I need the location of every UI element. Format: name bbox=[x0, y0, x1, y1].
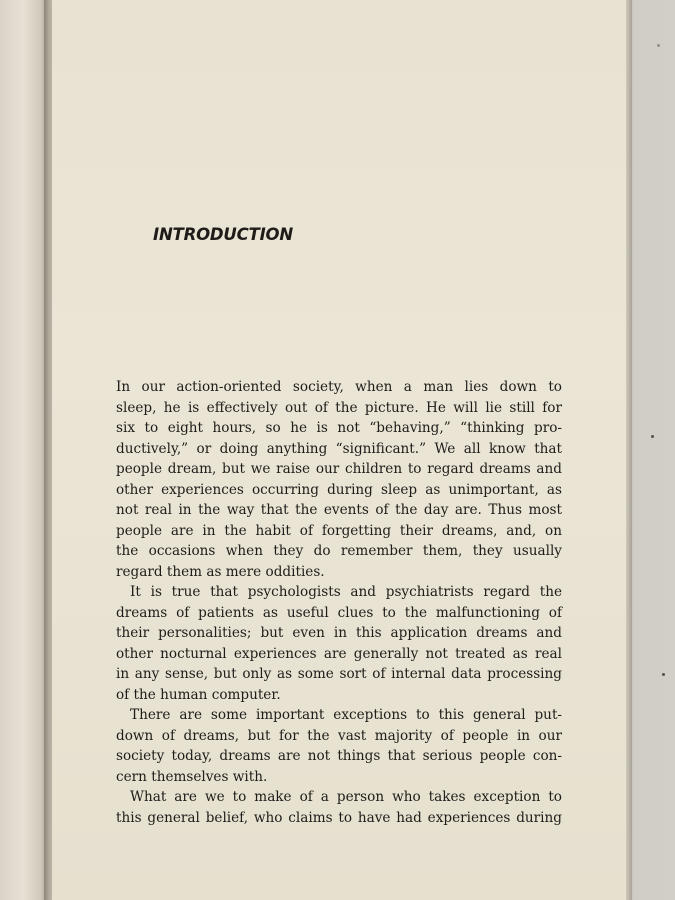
text-line: dreams of patients as useful clues to the malfunctioning of bbox=[116, 604, 562, 621]
text-line: cern themselves with. bbox=[116, 768, 268, 785]
page-edge-shadow bbox=[626, 0, 632, 900]
paragraph-1 bbox=[116, 377, 562, 582]
paper-speck bbox=[651, 435, 654, 438]
text-line: other nocturnal experiences are generally not treated as real bbox=[116, 645, 562, 662]
text-line: society today, dreams are not things that serious people con- bbox=[116, 748, 562, 764]
text-line: There are some important exceptions to this general put- bbox=[130, 707, 562, 723]
text-line: not real in the way that the events of the day are. Thus most bbox=[116, 502, 562, 518]
paper-speck bbox=[657, 44, 660, 47]
left-page-edge bbox=[0, 0, 48, 900]
text-line: regard them as mere oddities. bbox=[116, 563, 325, 580]
text-line: this general belief, who claims to have had experiences during bbox=[116, 809, 562, 826]
text-line: in any sense, but only as some sort of internal data processing bbox=[116, 666, 562, 682]
text-line: ductively,” or doing anything “significant.” We all know that bbox=[116, 440, 562, 457]
paragraph-2 bbox=[116, 582, 562, 705]
text-line: sleep, he is effectively out of the picture. He will lie still for bbox=[116, 399, 562, 416]
text-line: other experiences occurring during sleep as unimportant, as bbox=[116, 481, 562, 498]
text-line: down of dreams, but for the vast majority of people in our bbox=[116, 727, 562, 744]
text-line: It is true that psychologists and psychiatrists regard the bbox=[130, 584, 562, 600]
text-line: What are we to make of a person who takes exception to bbox=[130, 789, 562, 805]
body-text bbox=[116, 377, 562, 828]
paragraph-4 bbox=[116, 787, 562, 828]
text-line: people are in the habit of forgetting their dreams, and, on bbox=[116, 522, 562, 539]
text-line: of the human computer. bbox=[116, 686, 281, 703]
text-line: people dream, but we raise our children to regard dreams and bbox=[116, 461, 562, 477]
text-line: six to eight hours, so he is not “behaving,” “thinking pro- bbox=[116, 420, 562, 436]
paper-speck bbox=[662, 673, 665, 676]
text-line: their personalities; but even in this application dreams and bbox=[116, 625, 562, 641]
text-line: the occasions when they do remember them, they usually bbox=[116, 543, 562, 559]
text-line: In our action-oriented society, when a man lies down to bbox=[116, 379, 562, 395]
paragraph-3 bbox=[116, 705, 562, 787]
chapter-heading: INTRODUCTION bbox=[153, 225, 293, 244]
